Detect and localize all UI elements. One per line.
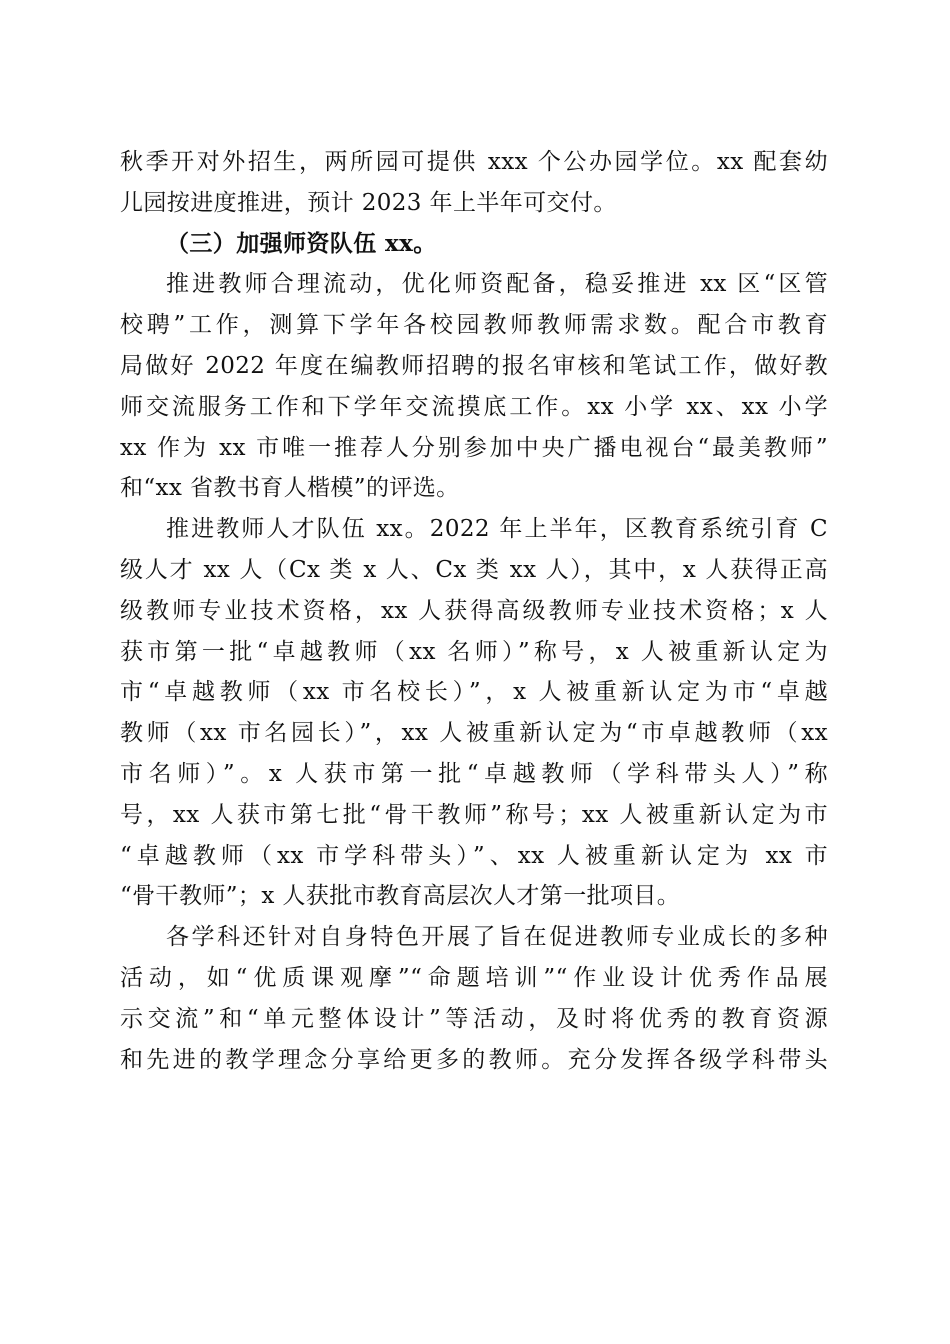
text-line: 市名师）”。x 人获市第一批“卓越教师（学科带头人）”称 xyxy=(120,760,828,787)
text-line: 和先进的教学理念分享给更多的教师。充分发挥各级学科带头 xyxy=(120,1046,828,1073)
text-line: xx 作为 xx 市唯一推荐人分别参加中央广播电视台“最美教师” xyxy=(120,434,828,461)
paragraph-subject-activities xyxy=(120,917,828,1080)
text-line: 儿园按进度推进，预计 2023 年上半年可交付。 xyxy=(120,189,617,216)
text-line: “骨干教师”；x 人获批市教育高层次人才第一批项目。 xyxy=(120,883,681,910)
text-line: 局做好 2022 年度在编教师招聘的报名审核和笔试工作，做好教 xyxy=(120,352,828,379)
paragraph-enrollment xyxy=(120,142,828,224)
text-line: 级人才 xx 人（Cx 类 x 人、Cx 类 xx 人），其中，x 人获得正高 xyxy=(120,556,828,583)
text-line: 级教师专业技术资格，xx 人获得高级教师专业技术资格；x 人 xyxy=(120,597,828,624)
document-body xyxy=(120,142,828,1080)
text-line: 各学科还针对自身特色开展了旨在促进教师专业成长的多种 xyxy=(166,924,828,951)
paragraph-teacher-flow xyxy=(120,264,828,509)
heading-text: （三）加强师资队伍 xx。 xyxy=(166,229,437,257)
text-line: 号，xx 人获市第七批“骨干教师”称号；xx 人被重新认定为市 xyxy=(120,801,828,828)
text-line: 教师（xx 市名园长）”，xx 人被重新认定为“市卓越教师（xx xyxy=(120,720,828,747)
text-line: 活动，如“优质课观摩”“命题培训”“作业设计优秀作品展 xyxy=(120,964,828,991)
text-line: 秋季开对外招生，两所园可提供 xxx 个公办园学位。xx 配套幼 xyxy=(120,149,828,175)
paragraph-talent-team xyxy=(120,509,828,917)
text-line: 校聘”工作，测算下学年各校园教师教师需求数。配合市教育 xyxy=(120,312,828,339)
text-line: 师交流服务工作和下学年交流摸底工作。xx 小学 xx、xx 小学 xyxy=(120,393,828,420)
text-line: 市“卓越教师（xx 市名校长）”，x 人被重新认定为市“卓越 xyxy=(120,679,828,706)
text-line: 获市第一批“卓越教师（xx 名师）”称号，x 人被重新认定为 xyxy=(120,638,828,665)
text-line: 推进教师人才队伍 xx。2022 年上半年，区教育系统引育 C xyxy=(166,516,828,543)
section-heading xyxy=(120,224,828,265)
text-line: 示交流”和“单元整体设计”等活动，及时将优秀的教育资源 xyxy=(120,1005,828,1032)
text-line: “卓越教师（xx 市学科带头）”、xx 人被重新认定为 xx 市 xyxy=(120,842,828,869)
text-line: 和“xx 省教书育人楷模”的评选。 xyxy=(120,475,460,502)
text-line: 推进教师合理流动，优化师资配备，稳妥推进 xx 区“区管 xyxy=(166,271,828,298)
